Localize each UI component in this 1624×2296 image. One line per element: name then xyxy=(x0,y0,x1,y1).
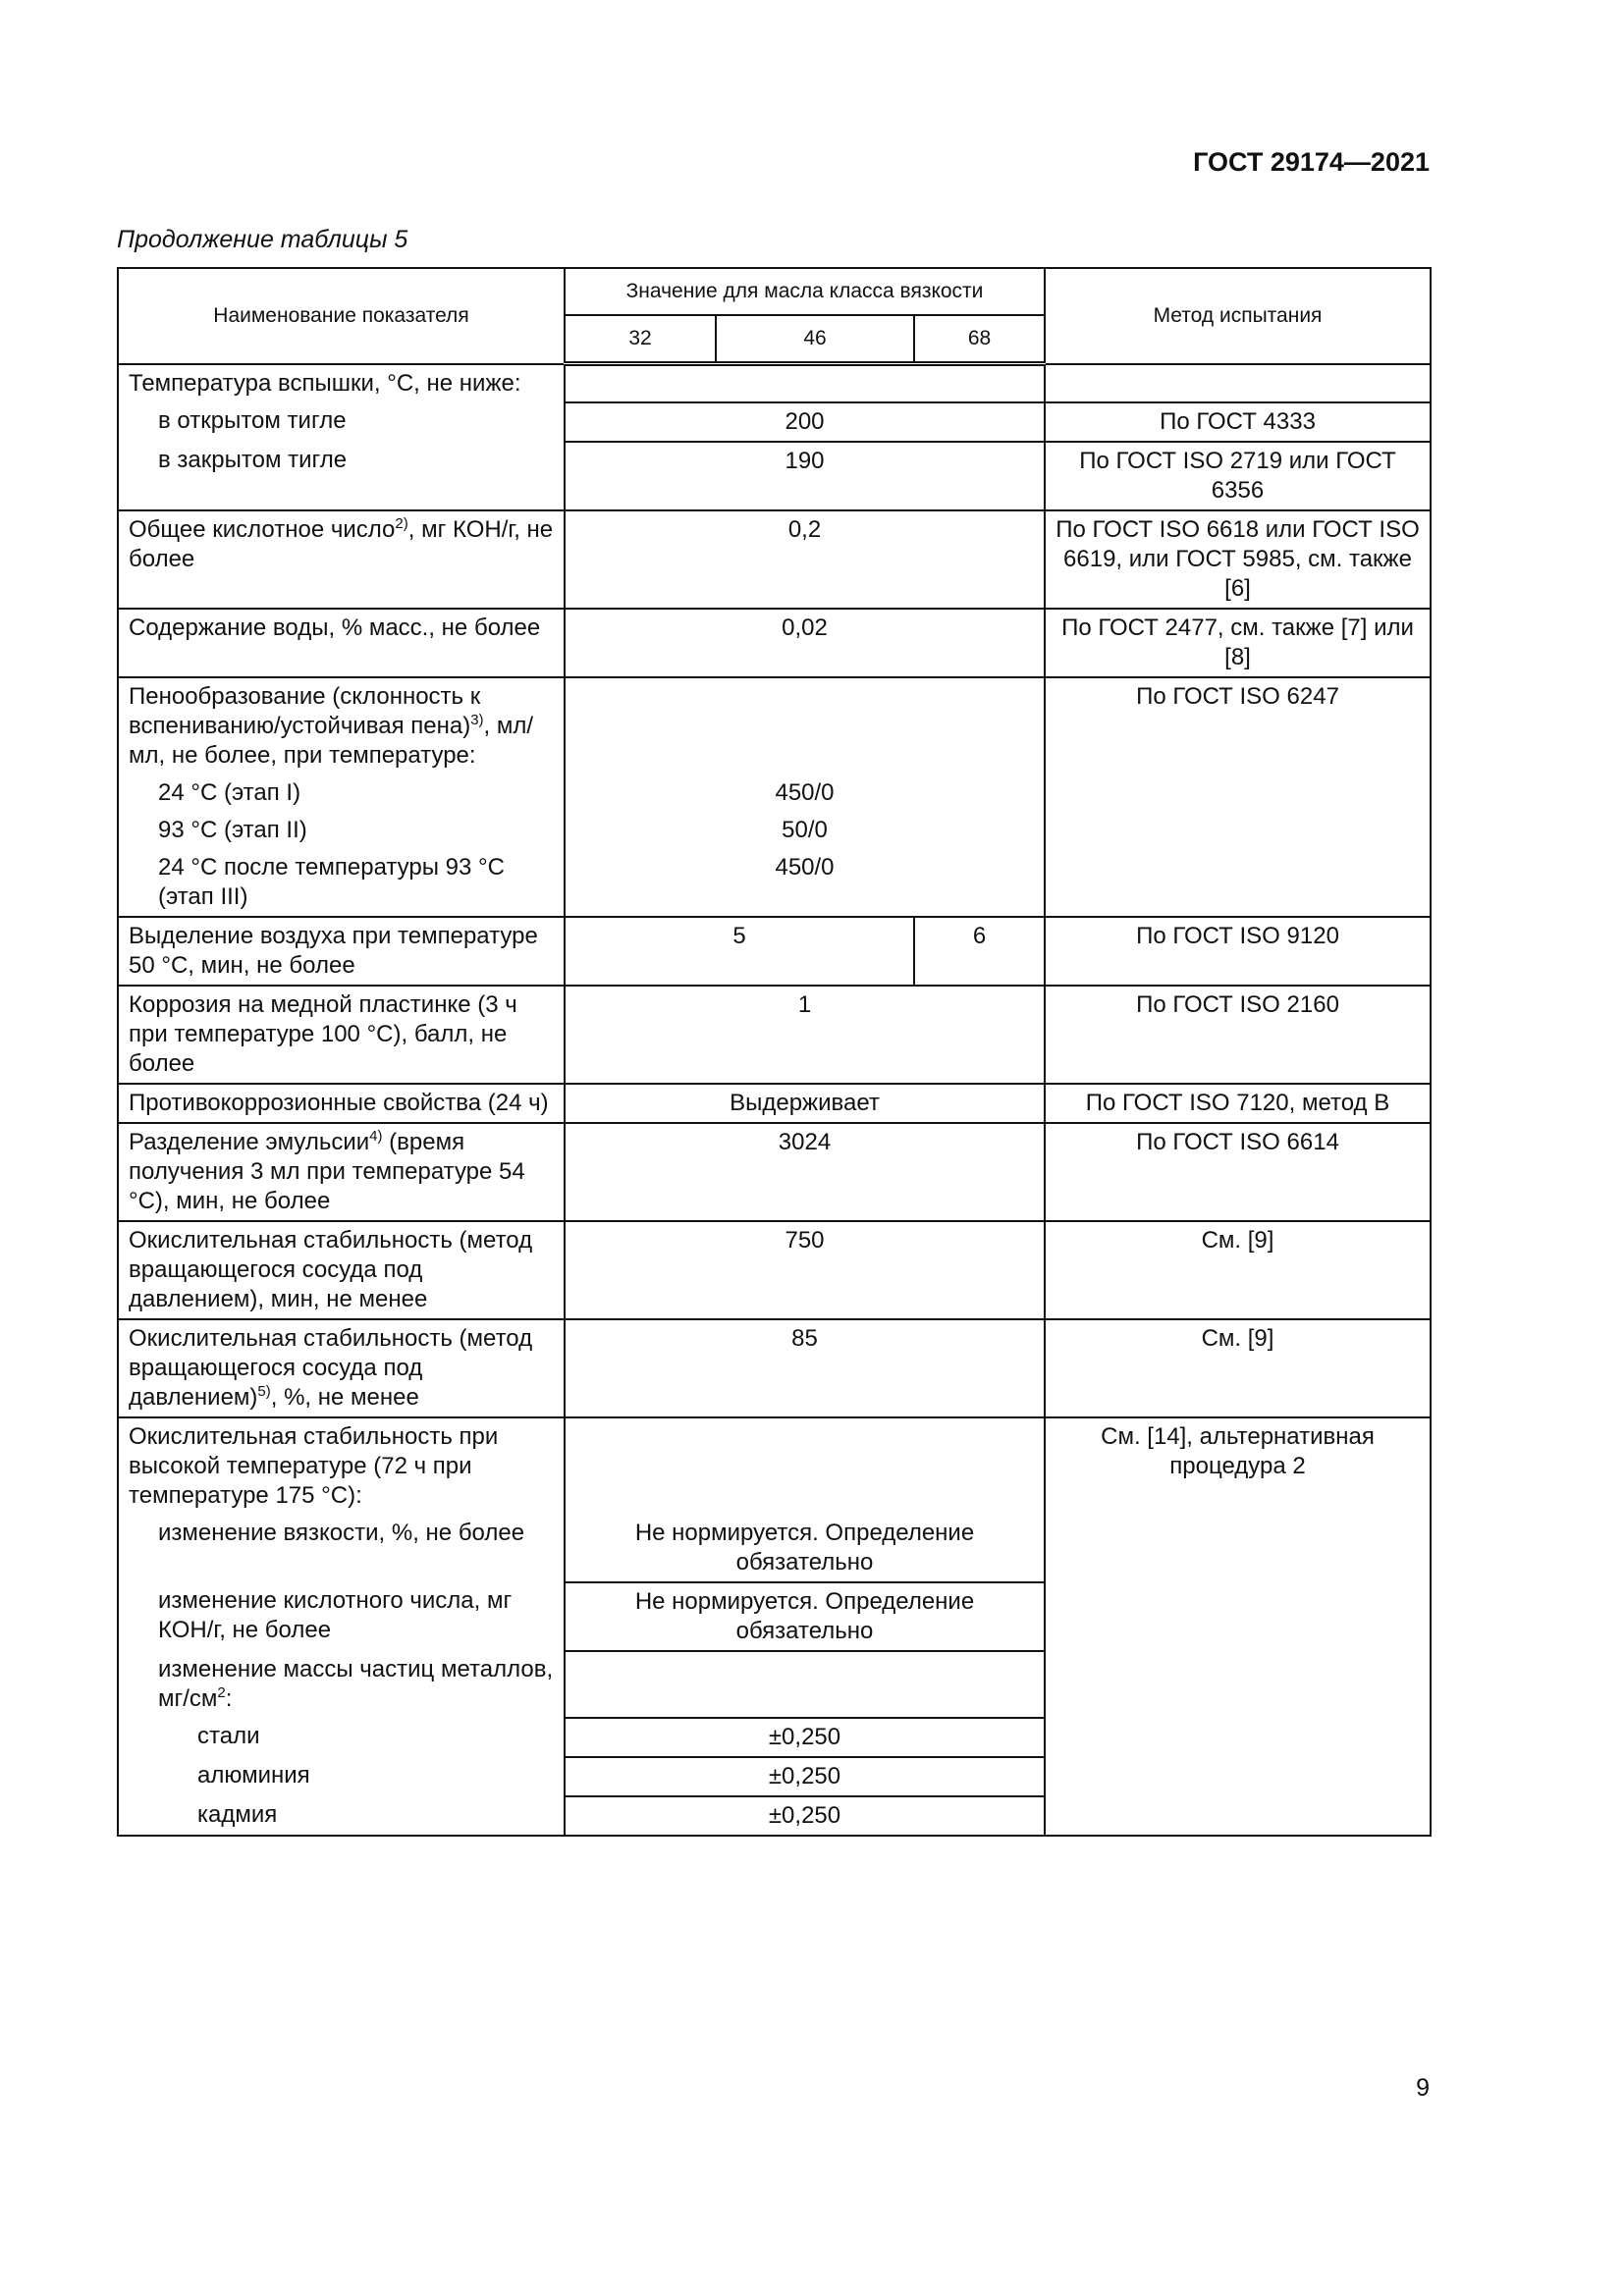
row-method: По ГОСТ ISO 2719 или ГОСТ 6356 xyxy=(1045,442,1431,510)
row-value: 85 xyxy=(565,1319,1045,1417)
row-value: 750 xyxy=(565,1221,1045,1319)
row-value xyxy=(565,1651,1045,1718)
row-name: изменение кислотного числа, мг КОН/г, не более xyxy=(118,1582,565,1651)
row-name: изменение вязкости, %, не более xyxy=(118,1515,565,1582)
row-method: См. [9] xyxy=(1045,1319,1431,1417)
document-id: ГОСТ 29174—2021 xyxy=(1193,147,1430,177)
row-value xyxy=(565,364,1045,402)
spec-table xyxy=(117,267,1432,1837)
table-row xyxy=(118,510,1431,609)
row-value: 190 xyxy=(565,442,1045,510)
row-value: 0,02 xyxy=(565,609,1045,677)
row-name: Окислительная стабильность (метод вращающегося сосуда под давлением)$^{5)}$, %, не менее xyxy=(118,1319,565,1417)
row-value: 450/0 xyxy=(565,849,1045,917)
row-method: По ГОСТ ISO 9120 xyxy=(1045,917,1431,986)
row-value: Не нормируется. Определение обязательно xyxy=(565,1582,1045,1651)
table-row xyxy=(118,677,1431,774)
row-name: Общее кислотное число$^{2)}$, мг КОН/г, не более xyxy=(118,510,565,609)
row-value: 1 xyxy=(565,986,1045,1084)
row-value: ±0,250 xyxy=(565,1718,1045,1757)
row-method: См. [14], альтернативная процедура 2 xyxy=(1045,1417,1431,1836)
row-value xyxy=(565,677,1045,774)
header-method: Метод испытания xyxy=(1045,268,1431,364)
row-method: См. [9] xyxy=(1045,1221,1431,1319)
row-value: Выдерживает xyxy=(565,1084,1045,1123)
row-name: 93 °С (этап II) xyxy=(118,812,565,849)
row-name: Выделение воздуха при температуре 50 °С, мин, не более xyxy=(118,917,565,986)
row-name: Содержание воды, % масс., не более xyxy=(118,609,565,677)
header-grade-46: 46 xyxy=(716,315,914,364)
header-grade-32: 32 xyxy=(565,315,716,364)
table-row xyxy=(118,1221,1431,1319)
table-row xyxy=(118,609,1431,677)
row-name: 24 °С (этап I) xyxy=(118,774,565,812)
row-method: По ГОСТ ISO 2160 xyxy=(1045,986,1431,1084)
row-value: ±0,250 xyxy=(565,1796,1045,1836)
row-value: Не нормируется. Определение обязательно xyxy=(565,1515,1045,1582)
row-name: Температура вспышки, °С, не ниже: xyxy=(118,364,565,402)
table-caption: Продолжение таблицы 5 xyxy=(117,226,408,253)
row-value: 50/0 xyxy=(565,812,1045,849)
row-value-68: 6 xyxy=(914,917,1045,986)
row-value xyxy=(565,1417,1045,1515)
row-value: 0,2 xyxy=(565,510,1045,609)
row-name: Пенообразование (склонность к вспениванию/устойчивая пена)$^{3)}$, мл/мл, не более, при температуре: xyxy=(118,677,565,774)
table-row xyxy=(118,402,1431,442)
row-name: Разделение эмульсии$^{4)}$ (время получения 3 мл при температуре 54 °С), мин, не более xyxy=(118,1123,565,1221)
row-value: 200 xyxy=(565,402,1045,442)
row-name: кадмия xyxy=(118,1796,565,1836)
row-name: Противокоррозионные свойства (24 ч) xyxy=(118,1084,565,1123)
row-name: в открытом тигле xyxy=(118,402,565,442)
row-method xyxy=(1045,364,1431,402)
row-method: По ГОСТ 4333 xyxy=(1045,402,1431,442)
row-value: 3024 xyxy=(565,1123,1045,1221)
row-name: в закрытом тигле xyxy=(118,442,565,510)
row-name: Коррозия на медной пластинке (3 ч при температуре 100 °С), балл, не более xyxy=(118,986,565,1084)
row-name: 24 °С после температуры 93 °С (этап III) xyxy=(118,849,565,917)
row-method: По ГОСТ ISO 7120, метод В xyxy=(1045,1084,1431,1123)
table-row xyxy=(118,1123,1431,1221)
row-value-32-46: 5 xyxy=(565,917,914,986)
row-method: По ГОСТ ISO 6247 xyxy=(1045,677,1431,917)
row-name: стали xyxy=(118,1718,565,1757)
row-name: алюминия xyxy=(118,1757,565,1796)
header-grade-68: 68 xyxy=(914,315,1045,364)
table-row xyxy=(118,917,1431,986)
table-row xyxy=(118,442,1431,510)
row-value: 450/0 xyxy=(565,774,1045,812)
header-value-group: Значение для масла класса вязкости xyxy=(565,268,1045,315)
page-number: 9 xyxy=(1416,2074,1430,2102)
row-name: Окислительная стабильность (метод вращающегося сосуда под давлением), мин, не менее xyxy=(118,1221,565,1319)
table-row xyxy=(118,1084,1431,1123)
row-method: По ГОСТ 2477, см. также [7] или [8] xyxy=(1045,609,1431,677)
header-name: Наименование показателя xyxy=(118,268,565,364)
row-name: Окислительная стабильность при высокой температуре (72 ч при температуре 175 °С): xyxy=(118,1417,565,1515)
table-row xyxy=(118,1417,1431,1515)
table-row xyxy=(118,364,1431,402)
table-row xyxy=(118,986,1431,1084)
row-method: По ГОСТ ISO 6618 или ГОСТ ISO 6619, или ГОСТ 5985, см. также [6] xyxy=(1045,510,1431,609)
row-method: По ГОСТ ISO 6614 xyxy=(1045,1123,1431,1221)
row-value: ±0,250 xyxy=(565,1757,1045,1796)
row-name: изменение массы частиц металлов, $мг/см^2$: xyxy=(118,1651,565,1718)
table-row xyxy=(118,1319,1431,1417)
